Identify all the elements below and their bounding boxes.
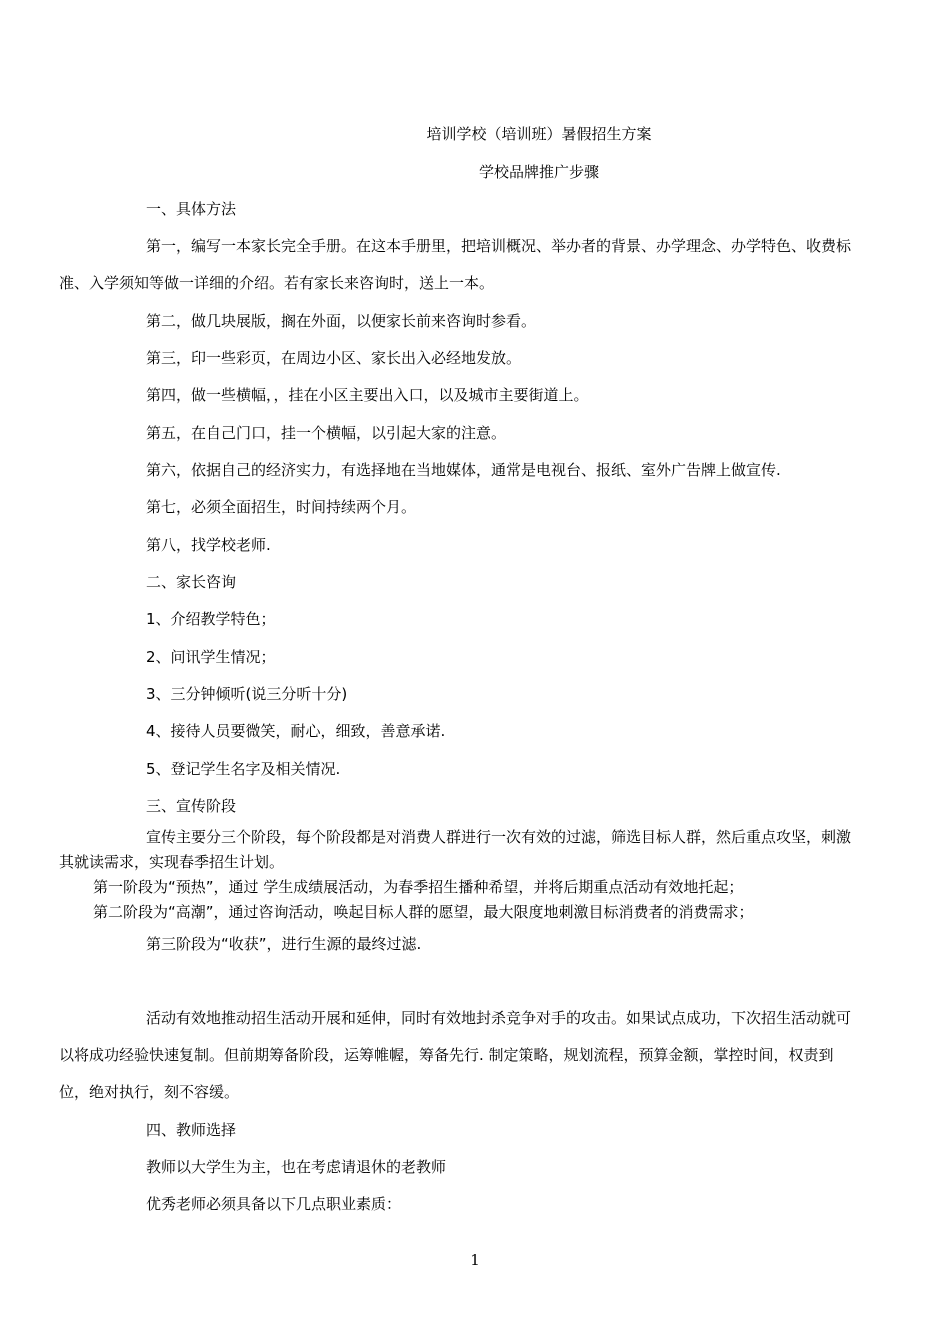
paragraph-line: 第三，印一些彩页，在周边小区、家长出入必经地发放。 (146, 349, 522, 367)
paragraph-line: 第六，依据自己的经济实力，有选择地在当地媒体，通常是电视台、报纸、室外广告牌上做宣传. (146, 461, 781, 479)
paragraph-line: 教师以大学生为主，也在考虑请退休的老教师 (146, 1158, 447, 1176)
paragraph-line: 第三阶段为“收获”，进行生源的最终过滤. (146, 935, 422, 953)
paragraph-line: 活动有效地推动招生活动开展和延伸，同时有效地封杀竞争对手的攻击。如果试点成功，下次招生活动就可 (146, 1009, 852, 1027)
paragraph-line: 第一，编写一本家长完全手册。在这本手册里，把培训概况、举办者的背景、办学理念、办学特色、收费标 (146, 237, 852, 255)
list-item: 2、问讯学生情况； (146, 648, 276, 666)
paragraph-line: 以将成功经验快速复制。但前期筹备阶段，运筹帷幄，筹备先行. 制定策略，规划流程，预算金额，掌控时间，权责到 (59, 1046, 834, 1064)
paragraph-line: 准、入学须知等做一详细的介绍。若有家长来咨询时，送上一本。 (59, 274, 495, 292)
list-item: 4、接待人员要微笑，耐心，细致，善意承诺. (146, 722, 446, 740)
document-title: 培训学校（培训班）暑假招生方案 (426, 125, 652, 143)
paragraph-line: 第二阶段为“高潮”，通过咨询活动，唤起目标人群的愿望，最大限度地刺激目标消费者的消费需求； (93, 903, 754, 921)
section-heading: 一、具体方法 (146, 200, 237, 218)
paragraph-line: 其就读需求，实现春季招生计划。 (59, 853, 285, 871)
document-subtitle: 学校品牌推广步骤 (478, 163, 599, 181)
page-number: 1 (470, 1251, 480, 1269)
paragraph-line: 第八，找学校老师. (146, 536, 271, 554)
list-item: 1、介绍教学特色； (146, 610, 276, 628)
list-item: 5、登记学生名字及相关情况. (146, 760, 341, 778)
paragraph-line: 第四，做一些横幅，，挂在小区主要出入口，以及城市主要街道上。 (146, 386, 589, 404)
paragraph-line: 宣传主要分三个阶段，每个阶段都是对消费人群进行一次有效的过滤，筛选目标人群，然后重点攻坚，刺激 (146, 828, 852, 846)
section-heading: 二、家长咨询 (146, 573, 237, 591)
list-item: 3、三分钟倾听(说三分听十分) (146, 685, 348, 703)
paragraph-line: 第五，在自己门口，挂一个横幅，以引起大家的注意。 (146, 424, 507, 442)
paragraph-line: 第七，必须全面招生，时间持续两个月。 (146, 498, 417, 516)
paragraph-line: 第二，做几块展版，搁在外面，以便家长前来咨询时参看。 (146, 312, 537, 330)
paragraph-line: 第一阶段为“预热”，通过 学生成绩展活动，为春季招生播种希望，并将后期重点活动有效地托起； (93, 878, 744, 896)
paragraph-line: 优秀老师必须具备以下几点职业素质： (146, 1195, 402, 1213)
section-heading: 四、教师选择 (146, 1121, 237, 1139)
paragraph-line: 位，绝对执行，刻不容缓。 (59, 1083, 240, 1101)
section-heading: 三、宣传阶段 (146, 797, 237, 815)
